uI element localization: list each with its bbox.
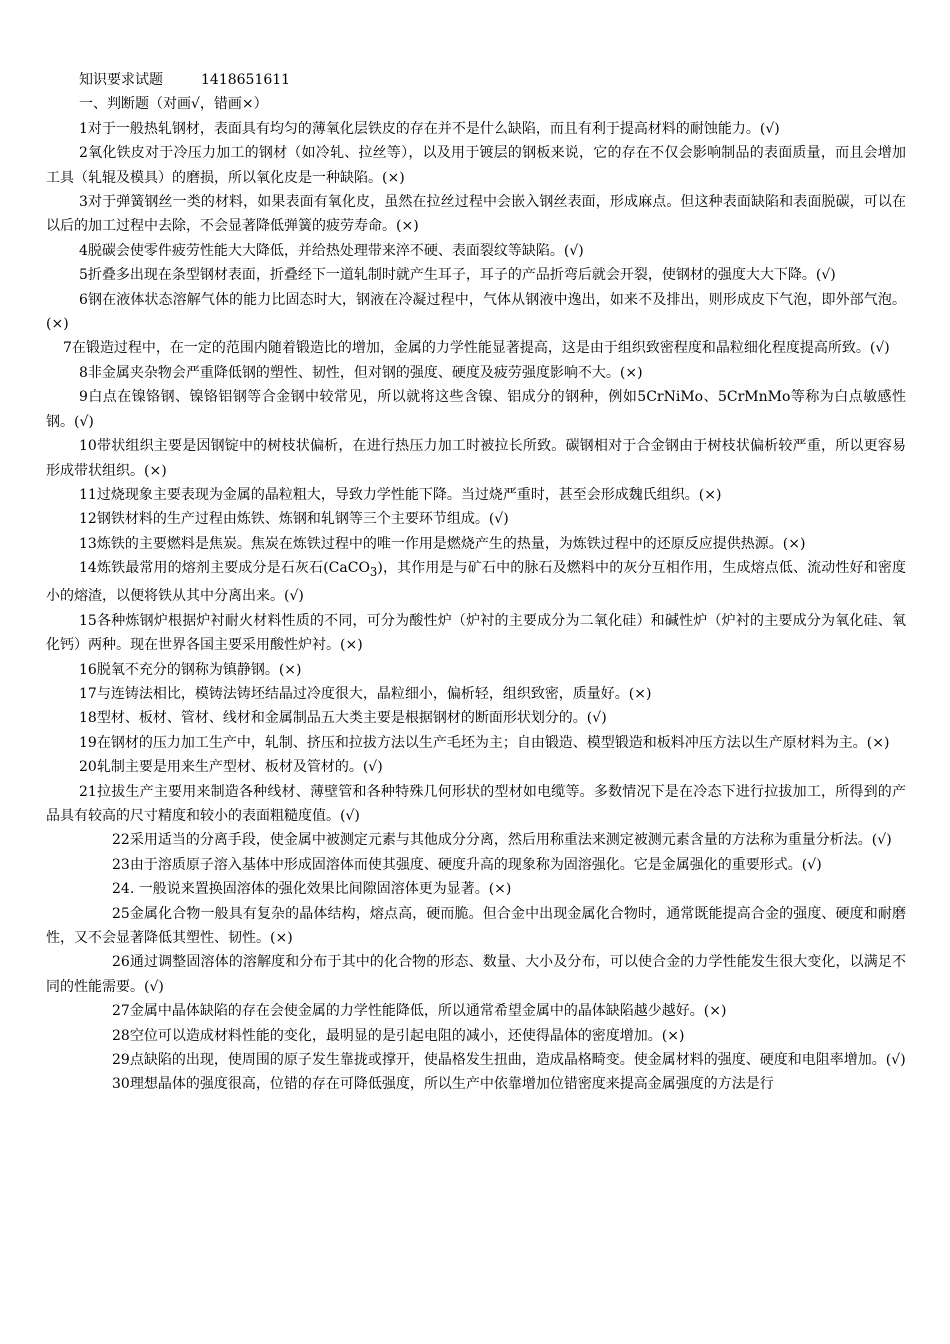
- question-18: 18型材、板材、管材、线材和金属制品五大类主要是根据钢材的断面形状划分的。(√): [79, 710, 607, 727]
- question-14: [46, 556, 906, 609]
- document-title: 知识要求试题: [79, 72, 163, 88]
- question-21: 21拉拔生产主要用来制造各种线材、薄壁管和各种特殊几何形状的型材如电缆等。多数情况下是在冷态下进行拉拔加工，所得到的产品具有较高的尺寸精度和较小的表面粗糙度值。(√): [46, 783, 906, 824]
- question-27: 27金属中晶体缺陷的存在会使金属的力学性能降低，所以通常希望金属中的晶体缺陷越少越好。(×): [112, 1003, 727, 1020]
- question-19: 19在钢材的压力加工生产中，轧制、挤压和拉拔方法以生产毛坯为主；自由锻造、模型锻造和板料冲压方法以生产原材料为主。(×): [79, 734, 890, 751]
- question-1: 1对于一般热轧钢材，表面具有均匀的薄氧化层铁皮的存在并不是什么缺陷，而且有利于提高材料的耐蚀能力。(√): [79, 120, 780, 137]
- question-29: 29点缺陷的出现，使周围的原子发生靠拢或撑开，使晶格发生扭曲，造成晶格畸变。使金属材料的强度、硬度和电阻率增加。(√): [112, 1052, 906, 1069]
- question-3: 3对于弹簧钢丝一类的材料，如果表面有氧化皮，虽然在拉丝过程中会嵌入钢丝表面，形成麻点。但这种表面缺陷和表面脱碳，可以在以后的加工过程中去除，不会显著降低弹簧的疲劳寿命。(×): [46, 194, 906, 235]
- chemical-formula: CaCO$_3$: [328, 560, 378, 579]
- document-header: [46, 68, 906, 92]
- question-28: 28空位可以造成材料性能的变化，最明显的是引起电阻的减小，还使得晶体的密度增加。(×): [112, 1027, 685, 1044]
- question-22: 22采用适当的分离手段，使金属中被测定元素与其他成分分离，然后用称重法来测定被测元素含量的方法称为重量分析法。(√): [112, 832, 892, 849]
- question-8: 8非金属夹杂物会严重降低钢的塑性、韧性，但对钢的强度、硬度及疲劳强度影响不大。(×): [79, 364, 643, 381]
- question-10: 10带状组织主要是因钢锭中的树枝状偏析，在进行热压力加工时被拉长所致。碳钢相对于合金钢由于树枝状偏析较严重，所以更容易形成带状组织。(×): [46, 438, 906, 479]
- question-5: 5折叠多出现在条型钢材表面，折叠经下一道轧制时就产生耳子，耳子的产品折弯后就会开裂，使钢材的强度大大下降。(√): [79, 267, 836, 284]
- document-code: 1418651611: [201, 72, 291, 88]
- section-title: 一、判断题（对画√，错画×）: [79, 96, 268, 113]
- question-26: 26通过调整固溶体的溶解度和分布于其中的化合物的形态、数量、大小及分布，可以使合金的力学性能发生很大变化，以满足不同的性能需要。(√): [46, 954, 906, 995]
- question-25: 25金属化合物一般具有复杂的晶体结构，熔点高，硬而脆。但合金中出现金属化合物时，通常既能提高合金的强度、硬度和耐磨性，又不会显著降低其塑性、韧性。(×): [46, 905, 906, 947]
- question-2: 2氧化铁皮对于冷压力加工的钢材（如冷轧、拉丝等），以及用于镀层的钢板来说，它的存在不仅会影响制品的表面质量，而且会增加工具（轧辊及模具）的磨损，所以氧化皮是一种缺陷。(×): [46, 145, 906, 186]
- question-7: 7在锻造过程中，在一定的范围内随着锻造比的增加，金属的力学性能显著提高，这是由于组织致密程度和晶粒细化程度提高所致。(√): [63, 340, 890, 357]
- question-14-text-after: )，其作用是与矿石中的脉石及燃料中的灰分互相作用，生成熔点低、流动性好和密度小的熔渣，以便将铁从其中分离出来。(√): [46, 560, 906, 605]
- question-30: 30理想晶体的强度很高，位错的存在可降低强度，所以生产中依靠增加位错密度来提高金属强度的方法是行: [112, 1076, 774, 1093]
- question-6: 6钢在液体状态溶解气体的能力比固态时大，钢液在冷凝过程中，气体从钢液中逸出，如来不及排出，则形成皮下气泡，即外部气泡。(×): [46, 291, 906, 333]
- question-9: 9白点在镍铬钢、镍铬铝钢等合金钢中较常见，所以就将这些含镍、铝成分的钢种，例如5CrNiMo、5CrMnMo等称为白点敏感性钢。(√): [46, 389, 906, 430]
- question-14-text-before: 14炼铁最常用的熔剂主要成分是石灰石(: [79, 560, 329, 577]
- question-13: 13炼铁的主要燃料是焦炭。焦炭在炼铁过程中的唯一作用是燃烧产生的热量，为炼铁过程中的还原反应提供热源。(×): [79, 535, 806, 552]
- document-page: [46, 68, 906, 1097]
- question-12: 12钢铁材料的生产过程由炼铁、炼钢和轧钢等三个主要环节组成。(√): [79, 511, 509, 528]
- question-15: 15各种炼钢炉根据炉衬耐火材料性质的不同，可分为酸性炉（炉衬的主要成分为二氧化硅）和碱性炉（炉衬的主要成分为氧化硅、氧化钙）两种。现在世界各国主要采用酸性炉衬。(×): [46, 612, 906, 654]
- question-20: 20轧制主要是用来生产型材、板材及管材的。(√): [79, 759, 383, 776]
- question-24: 24. 一般说来置换固溶体的强化效果比间隙固溶体更为显著。(×): [112, 881, 512, 898]
- question-23: 23由于溶质原子溶入基体中形成固溶体而使其强度、硬度升高的现象称为固溶强化。它是金属强化的重要形式。(√): [112, 856, 822, 873]
- question-17: 17与连铸法相比，模铸法铸坯结晶过冷度很大，晶粒细小，偏析轻，组织致密，质量好。(×): [79, 685, 652, 702]
- question-11: 11过烧现象主要表现为金属的晶粒粗大，导致力学性能下降。当过烧严重时，甚至会形成魏氏组织。(×): [79, 486, 722, 503]
- question-4: 4脱碳会使零件疲劳性能大大降低，并给热处理带来淬不硬、表面裂纹等缺陷。(√): [79, 242, 584, 259]
- question-16: 16脱氧不充分的钢称为镇静钢。(×): [79, 661, 302, 678]
